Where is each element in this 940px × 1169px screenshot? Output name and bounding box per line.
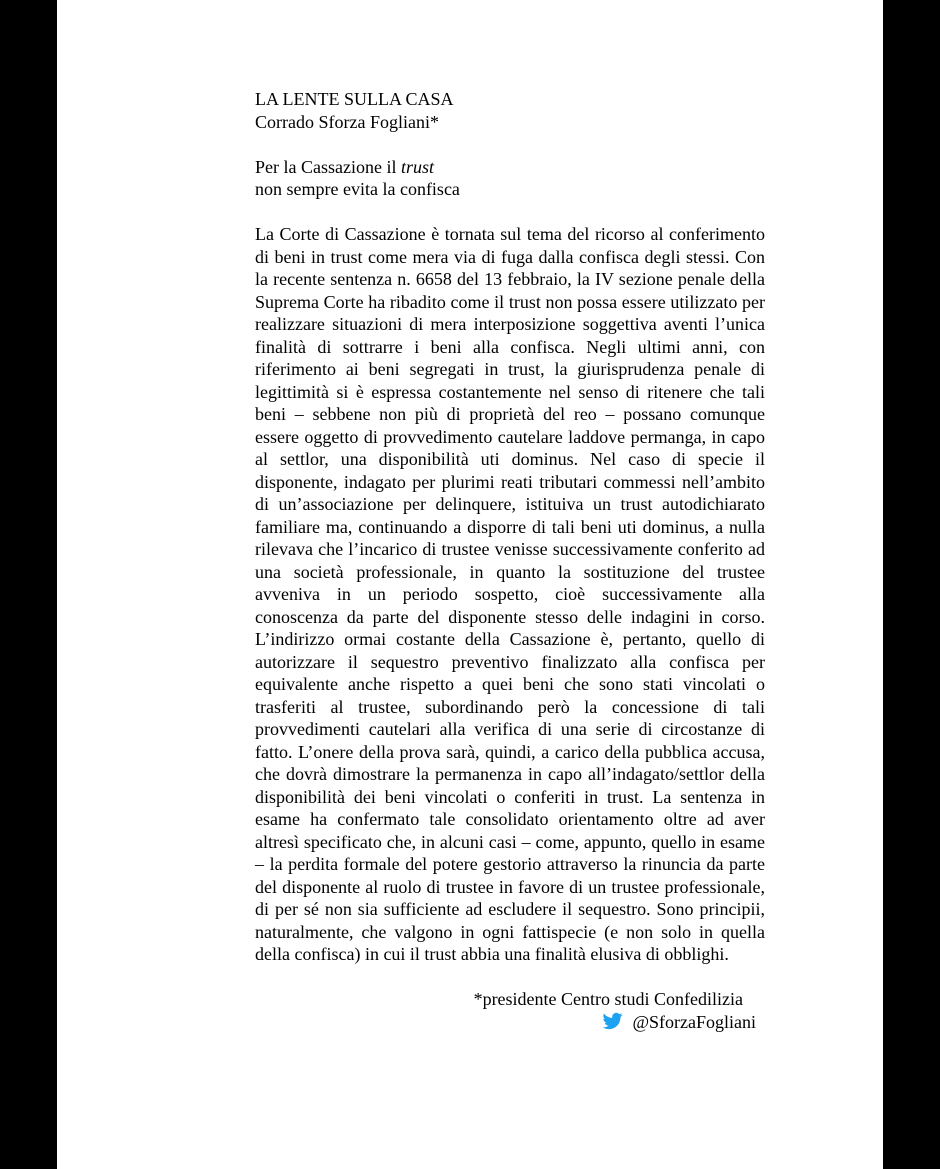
left-black-border: [0, 0, 57, 1169]
article-subtitle: [255, 156, 765, 201]
subtitle-italic-word: trust: [400, 156, 434, 177]
article-author: Corrado Sforza Fogliani*: [255, 111, 439, 132]
text-column: [255, 88, 765, 1033]
author-note: *presidente Centro studi Confedilizia: [473, 989, 743, 1009]
article-title: LA LENTE SULLA CASA: [255, 89, 454, 109]
article-header: [255, 88, 765, 133]
twitter-line: [255, 1011, 765, 1034]
subtitle-line-1-text: Per la Cassazione il: [255, 156, 401, 177]
twitter-icon-path: [603, 1012, 623, 1028]
right-black-border: [883, 0, 940, 1169]
subtitle-line-1: [255, 156, 765, 179]
document-page: [57, 0, 883, 1169]
subtitle-line-2: non sempre evita la confisca: [255, 179, 460, 199]
twitter-icon[interactable]: [600, 1011, 625, 1031]
article-body: La Corte di Cassazione è tornata sul tema del ricorso al conferimento di beni in trust come mera via di fuga dalla confisca degli stessi. Con la recente sentenza n. 6658 del 13 febbraio, la IV sezione penale della Suprema Corte ha ribadito come il trust non possa essere utilizzato per realizzare situazioni di mera interposizione soggettiva aventi l’unica finalità di sottrarre i beni alla confisca. Negli ultimi anni, con riferimento ai beni segregati in trust, la giurisprudenza penale di legittimità si è espressa costantemente nel senso di ritenere che tali beni – sebbene non più di proprietà del reo – possano comunque essere oggetto di provvedimento cautelare laddove permanga, in capo al settlor, una disponibilità uti dominus. Nel caso di specie il disponente, indagato per plurimi reati tributari commessi nell’ambito di un’associazione per delinquere, istituiva un trust autodichiarato familiare ma, continuando a disporre di tali beni uti dominus, a nulla rilevava che l’incarico di trustee venisse successivamente conferito ad una società professionale, in quanto la sostituzione del trustee avveniva in un periodo sospetto, cioè successivamente alla conoscenza da parte del disponente stesso delle indagini in corso. L’indirizzo ormai costante della Cassazione è, pertanto, quello di autorizzare il sequestro preventivo finalizzato alla confisca per equivalente anche rispetto a quei beni che sono stati vincolati o trasferiti al trustee, subordinando però la concessione di tali provvedimenti cautelari alla verifica di una serie di circostanze di fatto. L’onere della prova sarà, quindi, a carico della pubblica accusa, che dovrà dimostrare la permanenza in capo all’indagato/settlor della disponibilità dei beni vincolati o conferiti in trust. La sentenza in esame ha confermato tale consolidato orientamento oltre ad aver altresì specificato che, in alcuni casi – come, appunto, quello in esame – la perdita formale del potere gestorio attraverso la rinuncia da parte del disponente al ruolo di trustee in favore di un trustee professionale, di per sé non sia sufficiente ad escludere il sequestro. Sono principii, naturalmente, che valgono in ogni fattispecie (e non solo in quella della confisca) in cui il trust abbia una finalità elusiva di obblighi.: [255, 224, 765, 964]
article-footer: [255, 988, 765, 1033]
twitter-handle[interactable]: @SforzaFogliani: [632, 1011, 756, 1032]
